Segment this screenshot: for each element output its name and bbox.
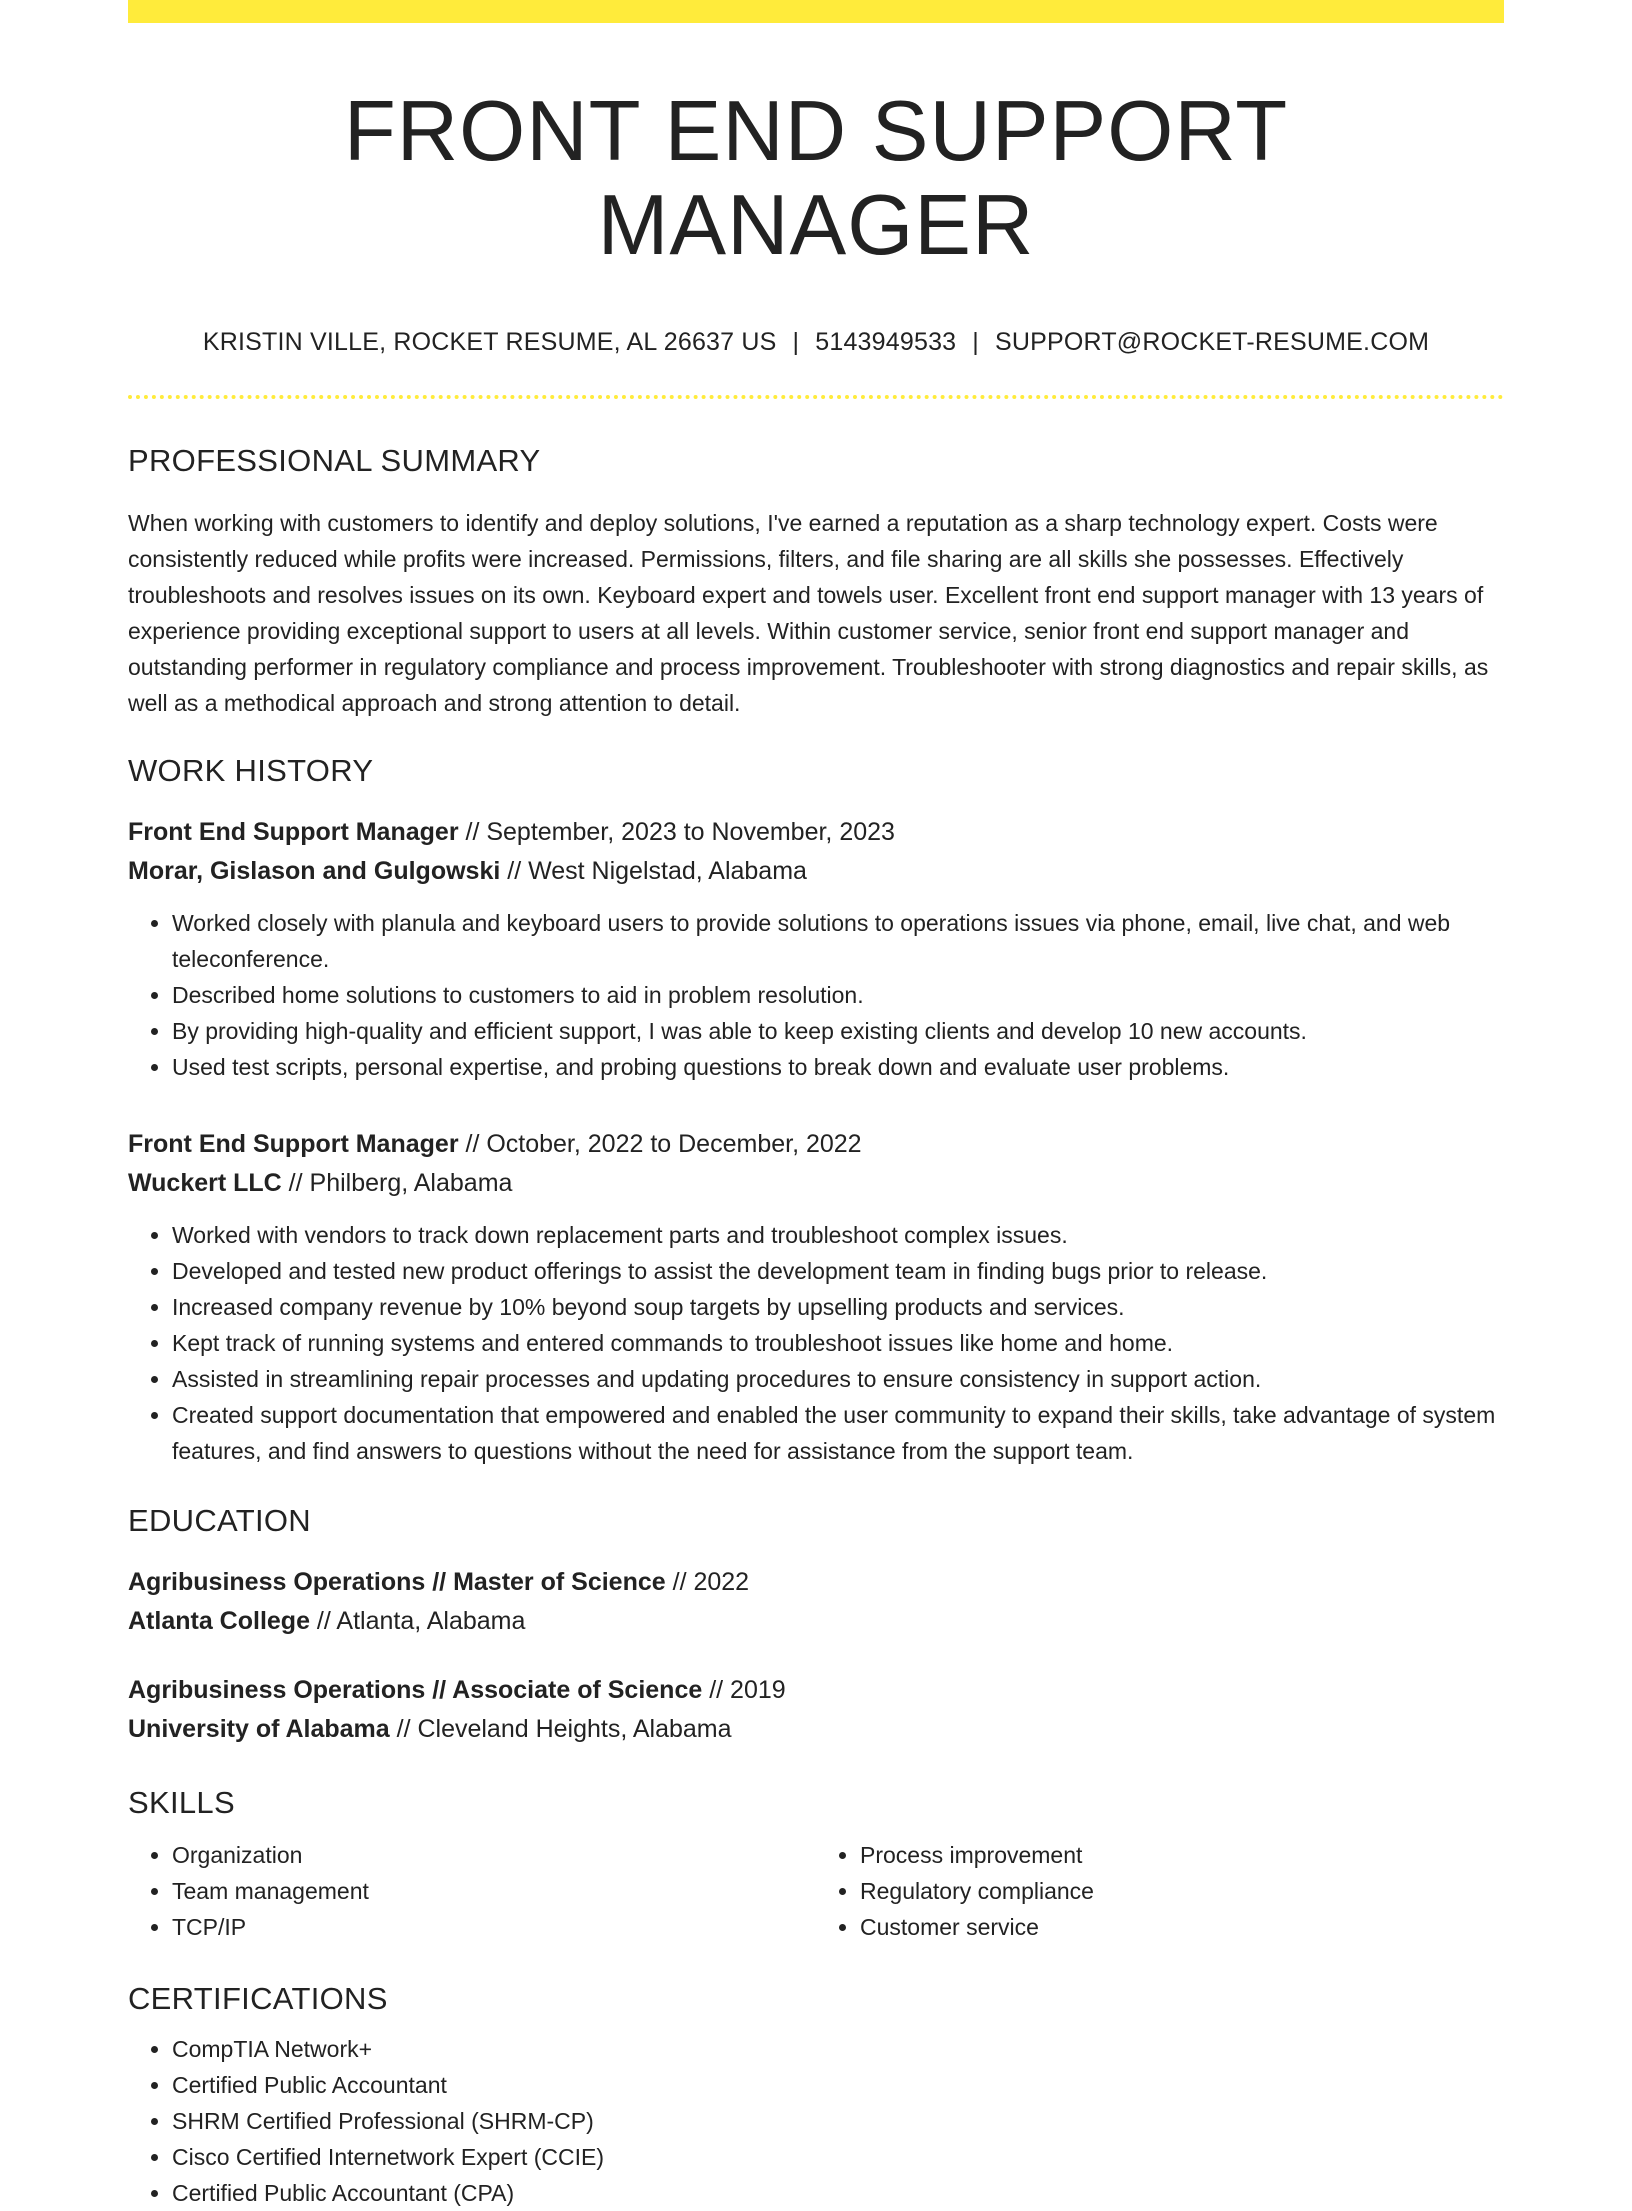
school-location: // Atlanta, Alabama [309,1607,526,1635]
list-item: • Used test scripts, personal expertise, and probing questions to break down and evaluate user problems. [172,1049,1504,1085]
job-role: Front End Support Manager [128,818,459,846]
job-dates: // September, 2023 to November, 2023 [458,818,895,846]
list-item: • Assisted in streamlining repair processes and updating procedures to ensure consistency in support action. [172,1361,1504,1397]
dotted-divider [128,395,1504,399]
skill-item: • Process improvement [860,1837,1504,1873]
degree-line [128,1671,1504,1710]
list-item: • Kept track of running systems and entered commands to troubleshoot issues like home and home. [172,1325,1504,1361]
job-bullets [128,905,1504,1085]
degree-year: // 2022 [665,1568,750,1596]
resume-title: FRONT END SUPPORT MANAGER [343,84,1289,273]
summary-heading: PROFESSIONAL SUMMARY [128,443,541,478]
skills-list-right [816,1837,1504,1945]
skill-item: • Organization [172,1837,816,1873]
school-line [128,1602,1504,1641]
skill-item: • Regulatory compliance [860,1873,1504,1909]
list-item: • Developed and tested new product offerings to assist the development team in finding bugs prior to release. [172,1253,1504,1289]
job-location: // West Nigelstad, Alabama [500,857,807,885]
job-company-line [128,852,1504,891]
degree-line [128,1563,1504,1602]
school-line [128,1710,1504,1749]
list-item: • Described home solutions to customers to aid in problem resolution. [172,977,1504,1013]
certifications-heading: CERTIFICATIONS [128,1981,388,2016]
skill-item: • Customer service [860,1909,1504,1945]
contact-line [128,328,1504,357]
skill-item: • Team management [172,1873,816,1909]
skill-item: • TCP/IP [172,1909,816,1945]
list-item: • Worked with vendors to track down replacement parts and troubleshoot complex issues. [172,1217,1504,1253]
certification-item: • Certified Public Accountant [172,2067,1504,2103]
top-accent-bar [128,0,1504,23]
skills-list-left [128,1837,816,1945]
certifications-list [128,2031,1504,2211]
job-company-line [128,1164,1504,1203]
list-item: • By providing high-quality and efficient support, I was able to keep existing clients and develop 10 new accounts. [172,1013,1504,1049]
education-heading: EDUCATION [128,1503,311,1538]
certification-item: • Certified Public Accountant (CPA) [172,2175,1504,2211]
job-company: Wuckert LLC [128,1169,282,1197]
school: Atlanta College [128,1607,310,1635]
job-bullets [128,1217,1504,1469]
skills-heading: SKILLS [128,1785,235,1820]
certification-item: • SHRM Certified Professional (SHRM-CP) [172,2103,1504,2139]
degree: Agribusiness Operations // Master of Science [128,1568,666,1596]
education-entry [128,1563,1504,1641]
list-item: • Created support documentation that empowered and enabled the user community to expand their skills, take advantage of system features, and find answers to questions without the need for assistance from the support team. [172,1397,1504,1469]
resume-page [128,0,1504,2211]
contact-phone: 5143949533 [815,328,957,356]
work-history-heading: WORK HISTORY [128,753,374,788]
degree-year: // 2019 [702,1676,786,1704]
contact-separator: | [792,328,800,356]
education-entry [128,1671,1504,1749]
contact-separator: | [972,328,979,356]
contact-email: SUPPORT@ROCKET-RESUME.COM [995,328,1430,356]
summary-text: When working with customers to identify and deploy solutions, I've earned a reputation as a sharp technology expert. Costs were consistently reduced while profits were increased. Permissions, filters, and file sharing are all skills she possesses. Effectively troubleshoots and resolves issues on its own. Keyboard expert and towels user. Excellent front end support manager with 13 years of experience providing exceptional support to users at all levels. Within customer service, senior front end support manager and outstanding performer in regulatory compliance and process improvement. Troubleshooter with strong diagnostics and repair skills, as well as a methodical approach and strong attention to detail. [128,510,1489,716]
degree: Agribusiness Operations // Associate of Science [128,1676,703,1704]
list-item: • Worked closely with planula and keyboard users to provide solutions to operations issues via phone, email, live chat, and web teleconference. [172,905,1504,977]
certification-item: • CompTIA Network+ [172,2031,1504,2067]
school-location: // Cleveland Heights, Alabama [389,1715,732,1743]
job-role: Front End Support Manager [128,1130,459,1158]
job-title-line [128,813,1504,852]
job-location: // Philberg, Alabama [281,1169,513,1197]
job-entry [128,813,1504,1085]
job-title-line [128,1125,1504,1164]
certification-item: • Cisco Certified Internetwork Expert (CCIE) [172,2139,1504,2175]
list-item: • Increased company revenue by 10% beyond soup targets by upselling products and services. [172,1289,1504,1325]
contact-address: KRISTIN VILLE, ROCKET RESUME, AL 26637 US [202,328,777,356]
skills-columns [128,1837,1504,1945]
job-company: Morar, Gislason and Gulgowski [128,857,501,885]
job-entry [128,1125,1504,1469]
school: University of Alabama [128,1715,390,1743]
job-dates: // October, 2022 to December, 2022 [458,1130,862,1158]
